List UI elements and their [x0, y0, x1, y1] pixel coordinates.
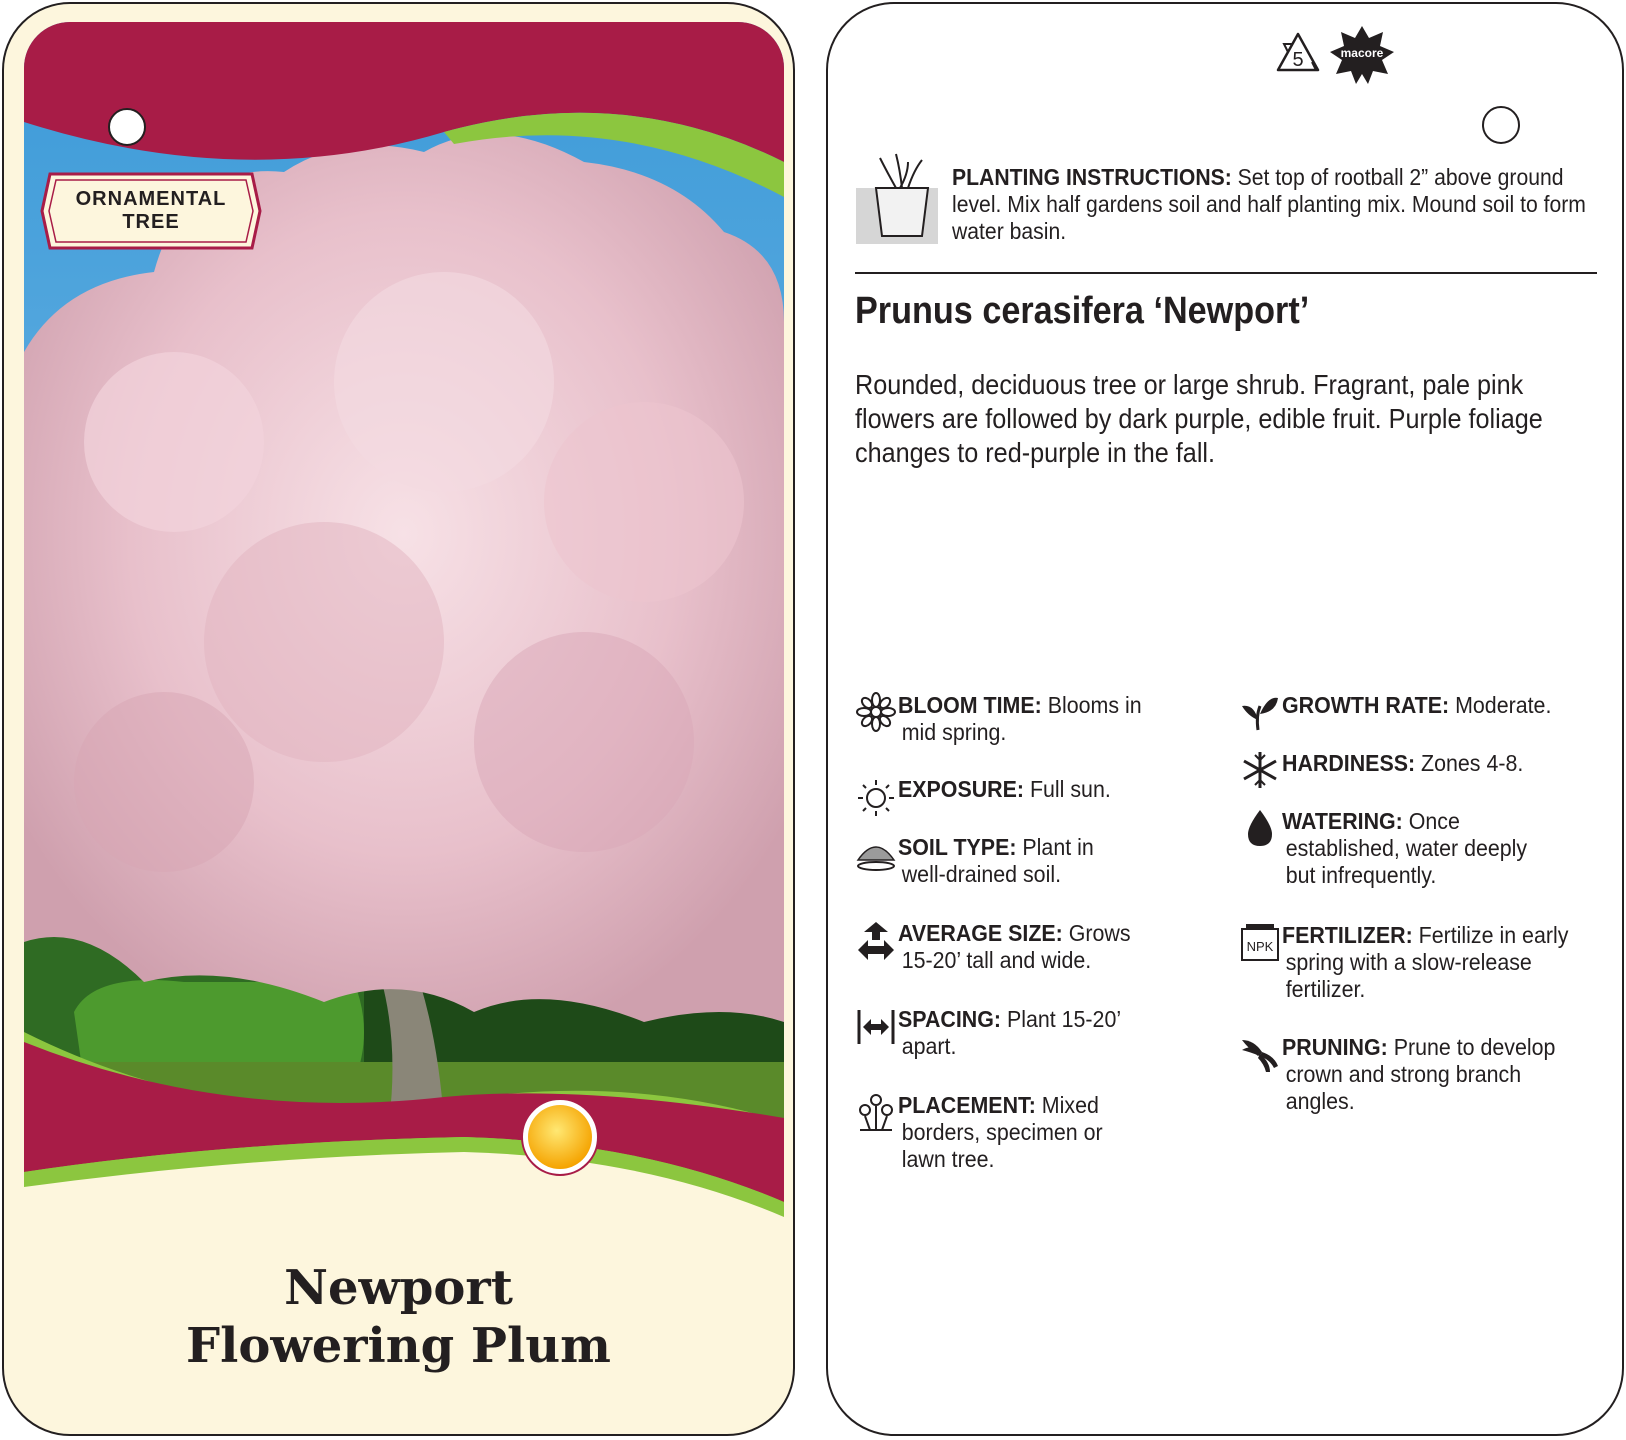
sprout-icon — [1240, 692, 1280, 732]
water-drop-icon — [1240, 808, 1280, 848]
botanical-name: Prunus cerasifera ‘Newport’ — [855, 290, 1310, 332]
size-icon — [856, 920, 896, 960]
attr-value: Moderate. — [1449, 692, 1552, 718]
badge-line-2: TREE — [122, 211, 180, 233]
attr-value-line3: but infrequently. — [1285, 862, 1437, 888]
attr-label: SOIL TYPE: — [898, 834, 1017, 860]
planting-label: PLANTING INSTRUCTIONS: — [952, 164, 1232, 190]
common-name-line-2: Flowering Plum — [186, 1318, 611, 1374]
full-sun-icon — [520, 1097, 600, 1177]
planting-body: Set top of rootball 2” above ground level. Mix half gardens soil and half planting mix. Mound soil to form water basin. — [952, 164, 1586, 244]
sun-icon — [856, 776, 896, 816]
badge-line-1: ORNAMENTAL — [75, 188, 227, 210]
common-name — [4, 1259, 793, 1375]
attr-value-line2: borders, specimen or — [901, 1119, 1103, 1145]
plant-tag-front — [2, 2, 795, 1436]
planting-text — [952, 164, 1587, 245]
attr-label: AVERAGE SIZE: — [898, 920, 1063, 946]
category-badge — [40, 172, 262, 250]
attr-label: GROWTH RATE: — [1282, 692, 1450, 718]
attr-label: FERTILIZER: — [1282, 922, 1413, 948]
macore-logo — [1328, 24, 1396, 86]
attr-label: SPACING: — [898, 1006, 1001, 1032]
attr-label: WATERING: — [1282, 808, 1403, 834]
attr-value: Blooms in — [1041, 692, 1142, 718]
attr-value-line2: apart. — [901, 1033, 957, 1059]
attr-label: EXPOSURE: — [898, 776, 1025, 802]
recycle-code: 5 — [1292, 49, 1304, 71]
attr-value-line2: 15-20’ tall and wide. — [901, 947, 1092, 973]
attr-value: Fertilize in early — [1412, 922, 1569, 948]
attr-value: Mixed — [1035, 1092, 1099, 1118]
recycle-icon — [1274, 30, 1322, 78]
planting-instructions — [856, 152, 1596, 262]
attr-label: PLACEMENT: — [898, 1092, 1036, 1118]
flower-icon — [856, 692, 896, 732]
pot-icon — [856, 152, 938, 244]
attr-value: Once — [1402, 808, 1460, 834]
placement-icon — [856, 1092, 896, 1132]
attr-value: Prune to develop — [1387, 1034, 1556, 1060]
spacing-icon — [856, 1006, 896, 1046]
soil-icon — [856, 834, 896, 874]
attr-value: Full sun. — [1024, 776, 1111, 802]
npk-text: NPK — [1246, 939, 1274, 954]
attr-value-line3: lawn tree. — [901, 1146, 995, 1172]
attr-label: BLOOM TIME: — [898, 692, 1042, 718]
plant-description: Rounded, deciduous tree or large shrub. Fragrant, pale pink flowers are followed by dark purple, edible fruit. Purple foliage changes to red-purple in the fall. — [855, 369, 1543, 468]
attr-label: PRUNING: — [1282, 1034, 1388, 1060]
attr-value-line2: established, water deeply — [1285, 835, 1528, 861]
hang-hole — [108, 108, 146, 146]
attr-value-line2: well-drained soil. — [901, 861, 1062, 887]
npk-icon — [1240, 922, 1280, 962]
snowflake-icon — [1240, 750, 1280, 790]
divider — [855, 272, 1597, 274]
attr-value: Zones 4-8. — [1415, 750, 1524, 776]
hang-hole-back — [1482, 106, 1520, 144]
attr-value-line2: spring with a slow-release — [1285, 949, 1532, 975]
attr-value: Plant 15-20’ — [1000, 1006, 1122, 1032]
attr-value: Plant in — [1016, 834, 1094, 860]
attr-value-line3: angles. — [1285, 1088, 1355, 1114]
attr-label: HARDINESS: — [1282, 750, 1416, 776]
common-name-line-1: Newport — [284, 1260, 513, 1316]
attr-value: Grows — [1062, 920, 1131, 946]
attr-value-line2: mid spring. — [901, 719, 1007, 745]
attr-value-line3: fertilizer. — [1285, 976, 1366, 1002]
pruners-icon — [1240, 1034, 1280, 1074]
macore-logo-text: macore — [1340, 46, 1384, 60]
attr-value-line2: crown and strong branch — [1285, 1061, 1522, 1087]
